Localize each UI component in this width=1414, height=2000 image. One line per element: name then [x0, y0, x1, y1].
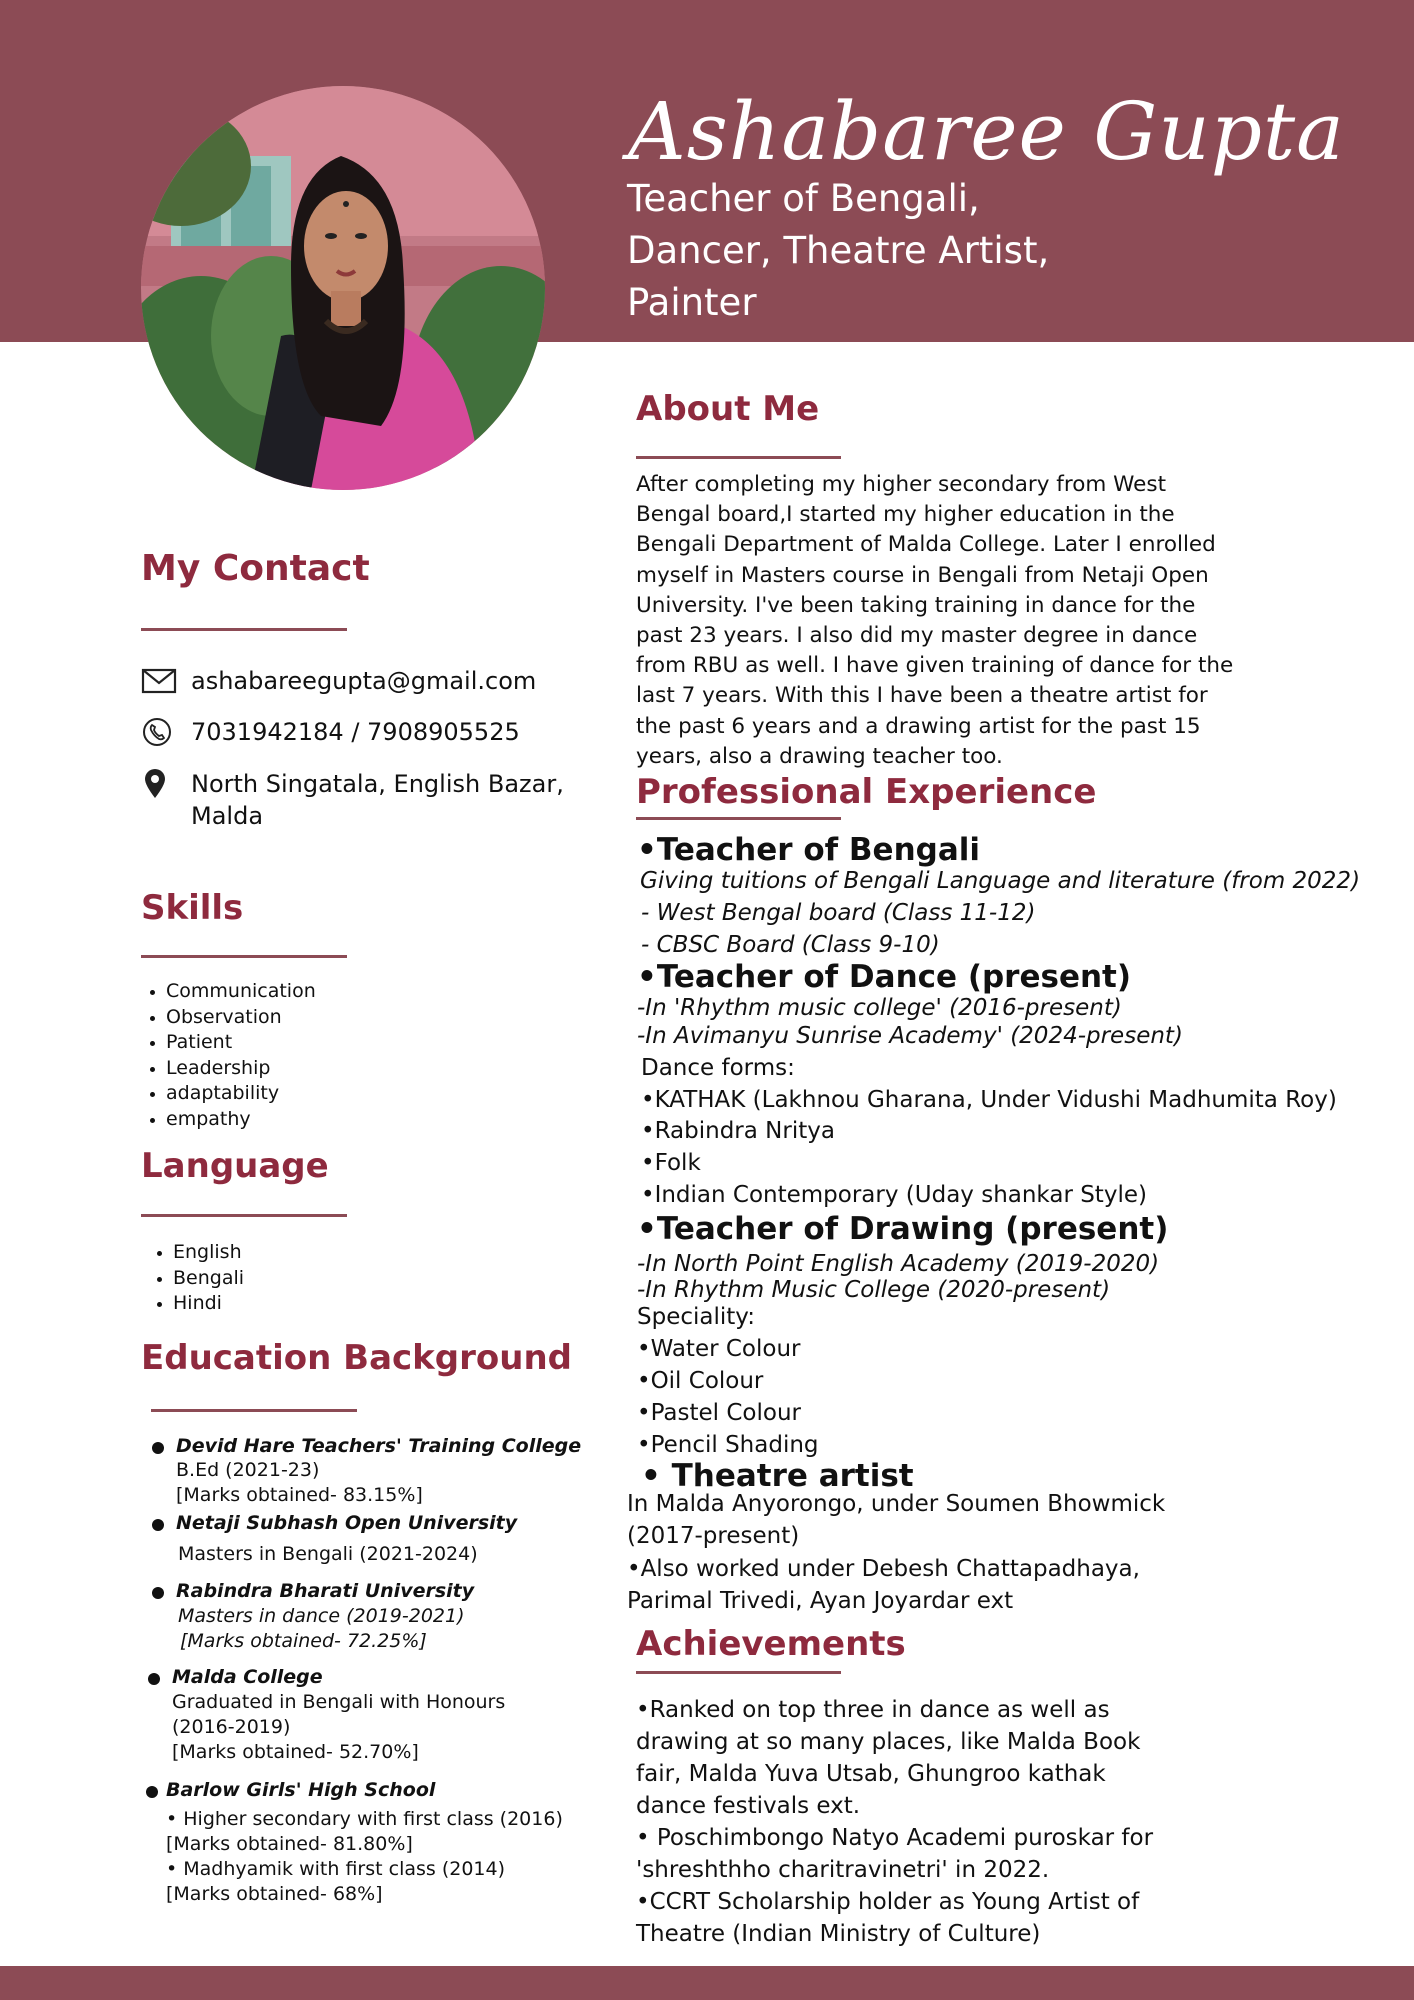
experience-role: •Teacher of Bengali [637, 832, 980, 868]
bullet-dot [148, 1673, 160, 1685]
experience-role: •Teacher of Drawing (present) [637, 1211, 1169, 1247]
experience-role: • Theatre artist [641, 1458, 914, 1494]
about-line: myself in Masters course in Bengali from Netaji Open [636, 562, 1209, 588]
experience-rule [636, 817, 841, 820]
skill-item: Patient [142, 1030, 316, 1056]
skill-item: empathy [142, 1107, 316, 1133]
bullet-dot [152, 1442, 164, 1454]
skills-heading: Skills [141, 888, 244, 928]
tagline-line: Dancer, Theatre Artist, [627, 229, 1050, 272]
experience-line: Speciality: [637, 1304, 755, 1330]
about-rule [636, 456, 841, 459]
education-line: • Madhyamik with first class (2014) [166, 1858, 506, 1880]
bullet-dot [146, 1786, 158, 1798]
achievement-line: fair, Malda Yuva Utsab, Ghungroo kathak [636, 1761, 1106, 1787]
about-heading: About Me [636, 389, 820, 429]
experience-line: -In Avimanyu Sunrise Academy' (2024-present) [637, 1023, 1183, 1049]
language-rule [141, 1214, 347, 1217]
profile-photo [141, 86, 545, 490]
skill-item: Leadership [142, 1056, 316, 1082]
language-item: Hindi [149, 1291, 244, 1317]
experience-line: Parimal Trivedi, Ayan Joyardar ext [627, 1588, 1014, 1614]
experience-line: In Malda Anyorongo, under Soumen Bhowmick [627, 1491, 1166, 1517]
mail-icon [141, 665, 177, 697]
experience-heading: Professional Experience [636, 772, 1097, 812]
achievement-line: dance festivals ext. [636, 1793, 861, 1819]
education-institution: Barlow Girls' High School [166, 1779, 436, 1801]
contact-heading: My Contact [141, 548, 370, 589]
about-line: University. I've been taking training in dance for the [636, 592, 1196, 618]
skill-item: adaptability [142, 1081, 316, 1107]
language-list [149, 1240, 244, 1317]
education-entry [176, 1579, 474, 1654]
education-line: [Marks obtained- 68%] [166, 1883, 383, 1905]
address-line: North Singatala, English Bazar, [191, 770, 564, 798]
achievement-line: Theatre (Indian Ministry of Culture) [636, 1921, 1041, 1947]
address-line: Malda [191, 802, 264, 830]
about-line: last 7 years. With this I have been a theatre artist for [636, 683, 1208, 709]
bullet-dot [152, 1587, 164, 1599]
education-institution: Rabindra Bharati University [176, 1580, 475, 1602]
education-line: (2016-2019) [172, 1716, 291, 1738]
experience-line: •Indian Contemporary (Uday shankar Style) [641, 1182, 1147, 1208]
phone-icon [141, 716, 177, 748]
education-institution: Malda College [172, 1666, 323, 1688]
experience-line: Giving tuitions of Bengali Language and literature (from 2022) [640, 868, 1361, 894]
contact-phone-row[interactable] [141, 716, 520, 748]
about-line: past 23 years. I also did my master degree in dance [636, 623, 1198, 649]
experience-line: -In 'Rhythm music college' (2016-present) [637, 995, 1122, 1021]
about-line: the past 6 years and a drawing artist for the past 15 [636, 713, 1201, 739]
education-entry [166, 1778, 563, 1907]
experience-line: •Pencil Shading [637, 1432, 819, 1458]
about-text [636, 470, 1276, 772]
contact-address-row [141, 768, 564, 832]
achievements-rule [636, 1671, 841, 1674]
education-line: Masters in Bengali (2021-2024) [178, 1543, 478, 1565]
experience-line: (2017-present) [627, 1523, 800, 1549]
education-heading: Education Background [141, 1338, 573, 1378]
experience-line: •Oil Colour [637, 1368, 764, 1394]
experience-line: - CBSC Board (Class 9-10) [641, 932, 940, 958]
location-pin-icon [141, 768, 177, 800]
tagline [627, 173, 1049, 329]
language-item: Bengali [149, 1266, 244, 1292]
achievement-line: • Poschimbongo Natyo Academi puroskar for [636, 1825, 1154, 1851]
experience-line: -In North Point English Academy (2019-2020) [637, 1251, 1160, 1277]
achievement-line: drawing at so many places, like Malda Book [636, 1729, 1141, 1755]
experience-line: -In Rhythm Music College (2020-present) [637, 1277, 1111, 1303]
contact-phone[interactable]: 7031942184 / 7908905525 [191, 718, 520, 746]
education-line: B.Ed (2021-23) [176, 1459, 320, 1481]
tagline-line: Teacher of Bengali, [627, 177, 980, 220]
experience-line: •Folk [641, 1150, 701, 1176]
about-line: from RBU as well. I have given training of dance for the [636, 653, 1234, 679]
contact-email-row[interactable] [141, 665, 536, 697]
education-line: [Marks obtained- 81.80%] [166, 1833, 413, 1855]
about-line: Bengali Department of Malda College. Later I enrolled [636, 532, 1216, 558]
achievement-line: •Ranked on top three in dance as well as [636, 1697, 1110, 1723]
skill-item: Communication [142, 979, 316, 1005]
skills-rule [141, 955, 347, 958]
contact-email[interactable]: ashabareegupta@gmail.com [191, 667, 537, 695]
about-line: years, also a drawing teacher too. [636, 743, 1003, 769]
experience-role: •Teacher of Dance (present) [637, 959, 1132, 995]
achievement-line: 'shreshthho charitravinetri' in 2022. [636, 1857, 1050, 1883]
education-line: [Marks obtained- 83.15%] [176, 1484, 423, 1506]
skills-list [142, 979, 316, 1132]
experience-line: - West Bengal board (Class 11-12) [641, 900, 1036, 926]
education-entry [176, 1511, 517, 1567]
experience-line: •KATHAK (Lakhnou Gharana, Under Vidushi Madhumita Roy) [641, 1087, 1337, 1113]
experience-line: Dance forms: [641, 1055, 795, 1081]
person-name: Ashabaree Gupta [628, 85, 1345, 178]
skill-item: Observation [142, 1005, 316, 1031]
achievements-text [636, 1694, 1196, 1950]
education-rule [151, 1409, 357, 1412]
language-heading: Language [141, 1146, 329, 1186]
education-entry [176, 1434, 581, 1509]
footer-band [0, 1966, 1414, 2000]
about-line: Bengal board,I started my higher education in the [636, 502, 1175, 528]
achievement-line: •CCRT Scholarship holder as Young Artist of [636, 1889, 1140, 1915]
education-line: [Marks obtained- 52.70%] [172, 1741, 419, 1763]
contact-rule [141, 628, 347, 631]
contact-address [191, 768, 564, 832]
education-institution: Devid Hare Teachers' Training College [176, 1435, 582, 1457]
education-line: • Higher secondary with first class (2016) [166, 1808, 563, 1830]
language-item: English [149, 1240, 244, 1266]
achievements-heading: Achievements [636, 1624, 906, 1664]
education-entry [172, 1665, 505, 1765]
experience-line: •Also worked under Debesh Chattapadhaya, [627, 1556, 1140, 1582]
experience-line: •Pastel Colour [637, 1400, 801, 1426]
tagline-line: Painter [627, 281, 757, 324]
education-institution: Netaji Subhash Open University [176, 1512, 518, 1534]
education-line: Graduated in Bengali with Honours [172, 1691, 506, 1713]
experience-line: •Rabindra Nritya [641, 1118, 835, 1144]
bullet-dot [152, 1519, 164, 1531]
about-line: After completing my higher secondary from West [636, 472, 1166, 497]
experience-line: •Water Colour [637, 1336, 801, 1362]
education-line: [Marks obtained- 72.25%] [180, 1630, 427, 1652]
education-line: Masters in dance (2019-2021) [178, 1605, 465, 1627]
